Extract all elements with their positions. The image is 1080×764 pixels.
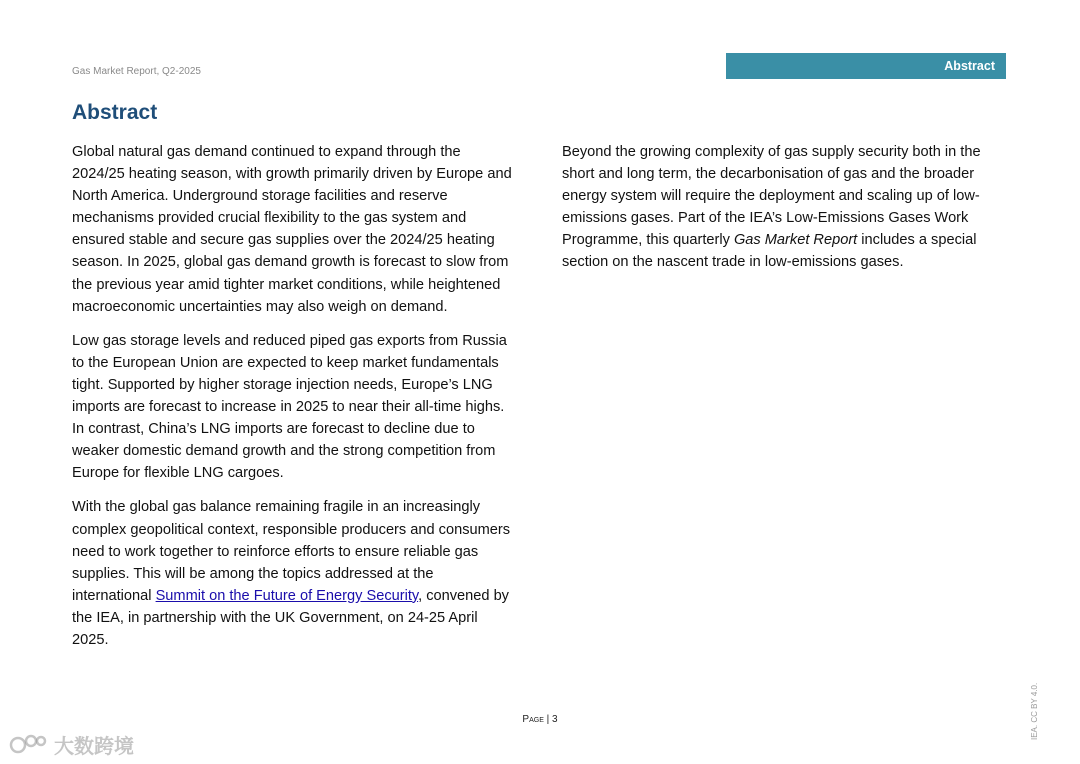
text-line: Global natural gas demand continued to expand through the <box>72 144 461 160</box>
summit-link[interactable]: Summit on the Future of Energy Security <box>155 587 419 604</box>
text-line: short and long term, the decarbonisation of gas and the broader <box>562 166 975 183</box>
text-line: With the global gas balance remaining fragile in an increasingly <box>72 499 481 516</box>
text-line: section on the nascent trade in low-emissions gases. <box>562 254 904 271</box>
page-title: Abstract <box>72 101 158 124</box>
text-line: In contrast, China’s LNG imports are forecast to decline due to <box>72 421 475 438</box>
text-fragment: , convened by <box>418 587 509 604</box>
text-line: weaker domestic demand growth and the strong competition from <box>72 443 496 460</box>
page-separator: | <box>543 714 553 725</box>
watermark <box>8 730 134 758</box>
text-line: energy system will require the deployment and scaling up of low- <box>562 188 980 205</box>
text-line: Low gas storage levels and reduced piped gas exports from Russia <box>72 332 507 349</box>
watermark-text: 大数跨境 <box>54 735 134 758</box>
report-title: Gas Market Report, Q2-2025 <box>72 66 201 77</box>
paragraph-1 <box>72 141 524 318</box>
text-line <box>562 229 994 251</box>
text-line: 2024/25 heating season, with growth primarily driven by Europe and <box>72 166 512 183</box>
text-line: 2025. <box>72 631 109 648</box>
text-line <box>72 585 524 607</box>
text-line: tight. Supported by higher storage injection needs, Europe’s LNG <box>72 376 493 393</box>
section-tab <box>726 53 1006 79</box>
watermark-logo-icon <box>8 732 48 756</box>
text-line: North America. Underground storage facilities and reserve <box>72 188 448 205</box>
section-tab-label: Abstract <box>944 59 995 73</box>
text-line: imports are forecast to increase in 2025 to near their all-time highs. <box>72 399 505 416</box>
paragraph-2 <box>72 330 524 485</box>
text-line: Beyond the growing complexity of gas supply security both in the <box>562 144 981 160</box>
text-line: emissions gases. Part of the IEA’s Low-Emissions Gases Work <box>562 210 969 227</box>
text-line: ensured stable and secure gas supplies over the 2024/25 heating <box>72 232 495 249</box>
text-line: the IEA, in partnership with the UK Government, on 24-25 April <box>72 609 478 626</box>
right-column <box>562 141 994 286</box>
paragraph-3 <box>72 496 524 651</box>
text-line: season. In 2025, global gas demand growth is forecast to slow from <box>72 254 509 271</box>
paragraph-4 <box>562 141 994 274</box>
text-line: mechanisms provided crucial flexibility to the gas system and <box>72 210 467 227</box>
text-line: supplies. This will be among the topics addressed at the <box>72 565 434 582</box>
page-number-value: 3 <box>552 714 558 725</box>
page-number <box>0 714 1080 725</box>
page-label: Page <box>522 714 544 725</box>
license-note: IEA. CC BY 4.0. <box>1030 682 1039 740</box>
text-fragment: includes a special <box>857 232 977 249</box>
text-line: need to work together to reinforce efforts to ensure reliable gas <box>72 543 479 560</box>
text-line: macroeconomic uncertainties may also weigh on demand. <box>72 298 448 315</box>
text-line: to the European Union are expected to keep market fundamentals <box>72 354 499 371</box>
text-line: Europe for flexible LNG cargoes. <box>72 465 284 482</box>
report-name-italic: Gas Market Report <box>733 232 858 249</box>
text-line: the previous year amid tighter market conditions, while heightened <box>72 276 501 293</box>
left-column <box>72 141 524 663</box>
text-fragment: international <box>72 587 156 604</box>
text-line: complex geopolitical context, responsible producers and consumers <box>72 521 511 538</box>
text-fragment: Programme, this quarterly <box>562 232 734 249</box>
